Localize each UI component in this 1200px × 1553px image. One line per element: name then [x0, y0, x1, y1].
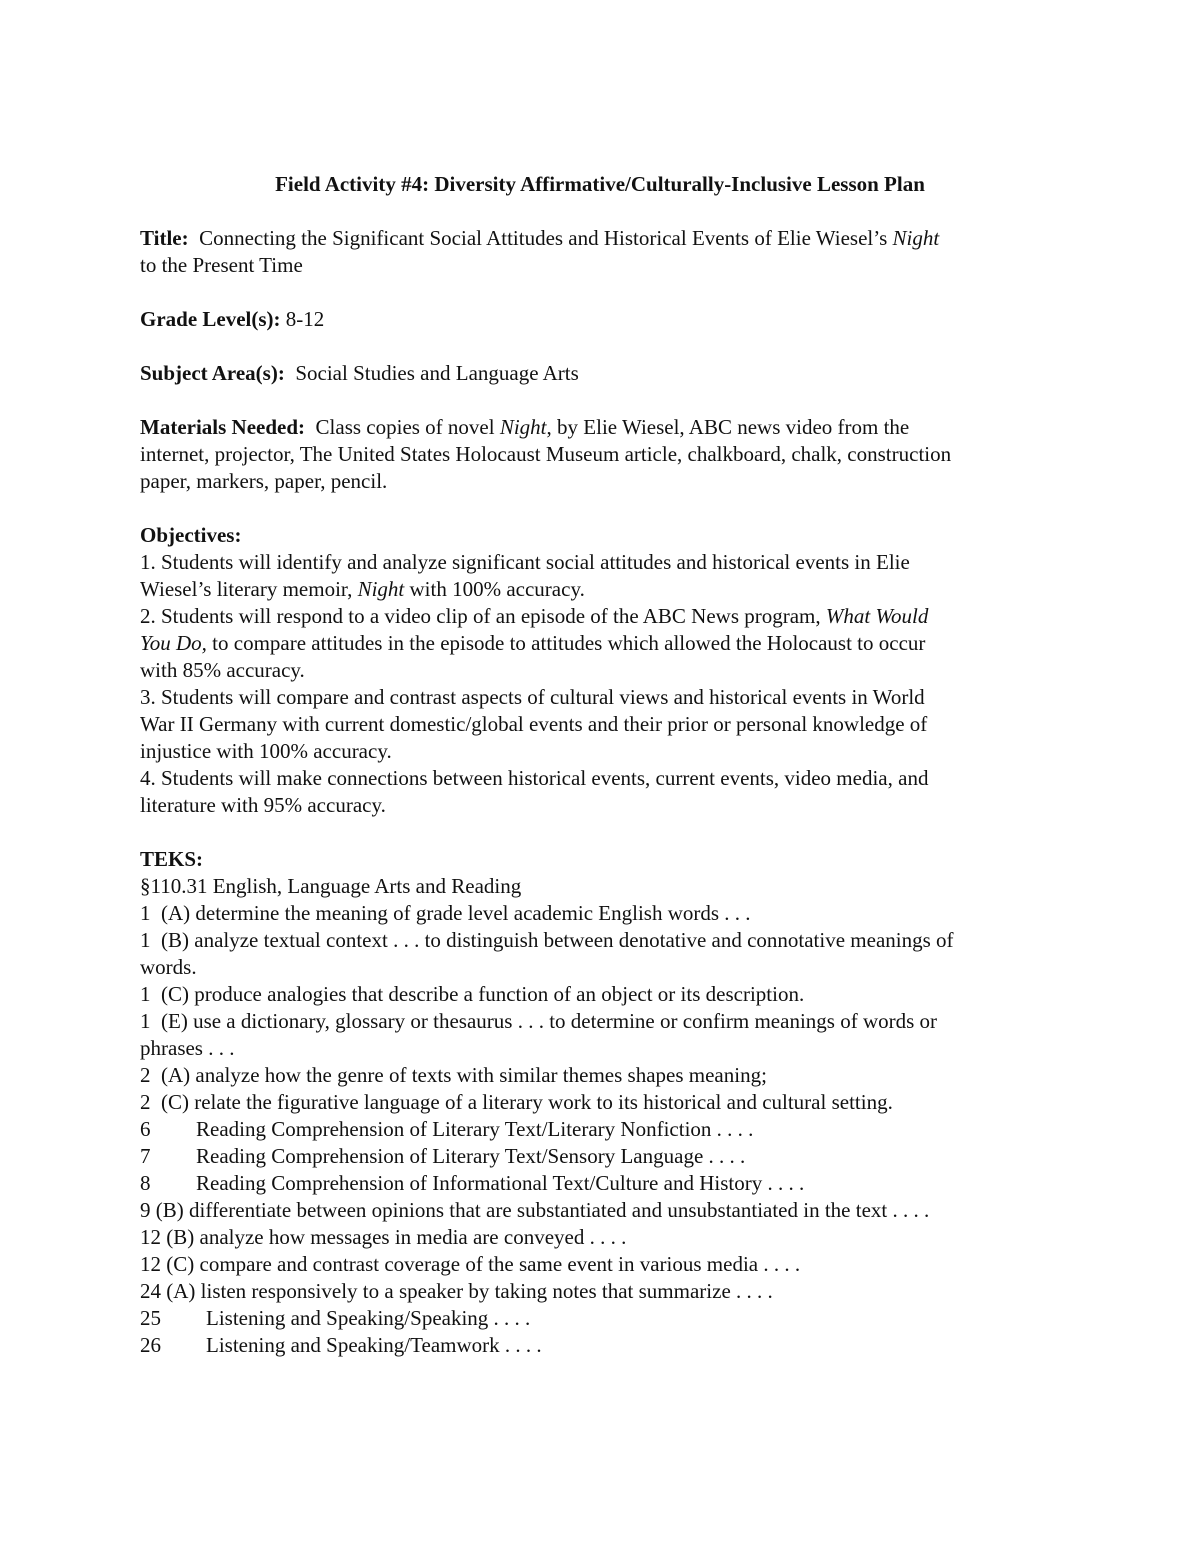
teks-item-number: 1 [140, 982, 151, 1006]
grade-level-label: Grade Level(s): [140, 307, 281, 331]
teks-item-text: (A) analyze how the genre of texts with similar themes shapes meaning; [161, 1063, 767, 1087]
teks-item-text: (C) produce analogies that describe a function of an object or its description. [161, 982, 805, 1006]
teks-item [140, 1332, 1050, 1359]
teks-item-text: Reading Comprehension of Literary Text/Literary Nonfiction . . . . [196, 1117, 754, 1141]
teks-item-continuation: words. [140, 955, 197, 979]
teks-item-number: 2 [140, 1090, 151, 1114]
teks-item-number: 12 [140, 1225, 161, 1249]
teks-item-text: (C) relate the figurative language of a literary work to its historical and cultural setting. [161, 1090, 893, 1114]
teks-item [140, 1008, 1050, 1035]
teks-item-text: Reading Comprehension of Literary Text/Sensory Language . . . . [196, 1144, 746, 1168]
teks-item [140, 1305, 1050, 1332]
objective-1-text: Wiesel’s literary memoir, [140, 577, 353, 601]
objective-2-program-cont: You Do, [140, 631, 207, 655]
teks-section [140, 846, 1050, 1359]
teks-item-text: Listening and Speaking/Teamwork . . . . [206, 1333, 542, 1357]
objectives-heading: Objectives: [140, 523, 242, 547]
teks-item-text: (E) use a dictionary, glossary or thesaurus . . . to determine or confirm meanings of words or [161, 1009, 938, 1033]
materials-line-2: internet, projector, The United States Holocaust Museum article, chalkboard, chalk, construction [140, 442, 952, 466]
teks-item-text: (A) determine the meaning of grade level academic English words . . . [161, 901, 751, 925]
objective-3-line-3: injustice with 100% accuracy. [140, 739, 392, 763]
lesson-title-text: Connecting the Significant Social Attitudes and Historical Events of Elie Wiesel’s [199, 226, 888, 250]
teks-item [140, 900, 1050, 927]
objective-1-text-cont: with 100% accuracy. [409, 577, 585, 601]
teks-item-text: (A) listen responsively to a speaker by taking notes that summarize . . . . [166, 1279, 773, 1303]
objective-1-line-2 [140, 576, 1050, 603]
teks-item [140, 1197, 1050, 1224]
subject-area-label: Subject Area(s): [140, 361, 285, 385]
teks-item-continuation: phrases . . . [140, 1036, 235, 1060]
objective-1-line-1: 1. Students will identify and analyze significant social attitudes and historical events in Elie [140, 550, 910, 574]
objective-2-text-cont: to compare attitudes in the episode to attitudes which allowed the Holocaust to occur [212, 631, 926, 655]
objective-2-line-3: with 85% accuracy. [140, 658, 305, 682]
objective-1-book: Night [357, 577, 405, 601]
lesson-title-field [140, 225, 1050, 279]
objective-2-line-1 [140, 603, 1050, 630]
teks-item-number: 1 [140, 928, 151, 952]
objective-3-line-2: War II Germany with current domestic/global events and their prior or personal knowledge of [140, 712, 928, 736]
materials-field [140, 414, 1050, 495]
objective-2-line-2 [140, 630, 1050, 657]
materials-text: Class copies of novel [315, 415, 495, 439]
objective-4-line-2: literature with 95% accuracy. [140, 793, 386, 817]
subject-area-value: Social Studies and Language Arts [295, 361, 579, 385]
teks-item [140, 1143, 1050, 1170]
teks-item-text: (B) analyze textual context . . . to distinguish between denotative and connotative meanings of [161, 928, 954, 952]
objective-2-program: What Would [825, 604, 929, 628]
teks-item-text: (C) compare and contrast coverage of the same event in various media . . . . [166, 1252, 801, 1276]
objectives-section [140, 522, 1050, 819]
objective-3-line-1: 3. Students will compare and contrast aspects of cultural views and historical events in World [140, 685, 925, 709]
materials-line-3: paper, markers, paper, pencil. [140, 469, 388, 493]
teks-item-number: 12 [140, 1252, 161, 1276]
teks-item-number: 6 [140, 1117, 151, 1141]
teks-item [140, 981, 1050, 1008]
teks-item [140, 1278, 1050, 1305]
teks-code: §110.31 English, Language Arts and Reading [140, 874, 522, 898]
lesson-title-continuation: to the Present Time [140, 253, 303, 277]
subject-area-field [140, 360, 1050, 387]
teks-item-number: 7 [140, 1144, 151, 1168]
teks-item [140, 1170, 1050, 1197]
grade-level-value: 8-12 [285, 307, 325, 331]
teks-item [140, 1062, 1050, 1089]
materials-book: Night [499, 415, 547, 439]
teks-item-number: 26 [140, 1333, 161, 1357]
teks-item-text: Reading Comprehension of Informational Text/Culture and History . . . . [196, 1171, 805, 1195]
teks-item [140, 1251, 1050, 1278]
materials-text-cont: , by Elie Wiesel, ABC news video from the [546, 415, 910, 439]
materials-label: Materials Needed: [140, 415, 306, 439]
objective-2-text: 2. Students will respond to a video clip of an episode of the ABC News program, [140, 604, 821, 628]
teks-item-number: 8 [140, 1171, 151, 1195]
teks-item-number: 9 [140, 1198, 151, 1222]
teks-item [140, 1224, 1050, 1251]
teks-item [140, 1089, 1050, 1116]
teks-item-number: 25 [140, 1306, 161, 1330]
teks-item-number: 24 [140, 1279, 161, 1303]
teks-item-number: 1 [140, 901, 151, 925]
teks-item-number: 2 [140, 1063, 151, 1087]
objective-4-line-1: 4. Students will make connections between historical events, current events, video media, and [140, 766, 929, 790]
teks-item-number: 1 [140, 1009, 151, 1033]
teks-item [140, 1116, 1050, 1143]
teks-item [140, 927, 1050, 954]
lesson-title-book: Night [892, 226, 940, 250]
teks-item-text: (B) differentiate between opinions that are substantiated and unsubstantiated in the text . . . . [155, 1198, 930, 1222]
teks-heading: TEKS: [140, 847, 204, 871]
grade-level-field [140, 306, 1050, 333]
teks-item-text: (B) analyze how messages in media are conveyed . . . . [166, 1225, 627, 1249]
teks-item-text: Listening and Speaking/Speaking . . . . [206, 1306, 531, 1330]
lesson-title-label: Title: [140, 226, 189, 250]
document-title: Field Activity #4: Diversity Affirmative/Culturally-Inclusive Lesson Plan [275, 172, 925, 196]
